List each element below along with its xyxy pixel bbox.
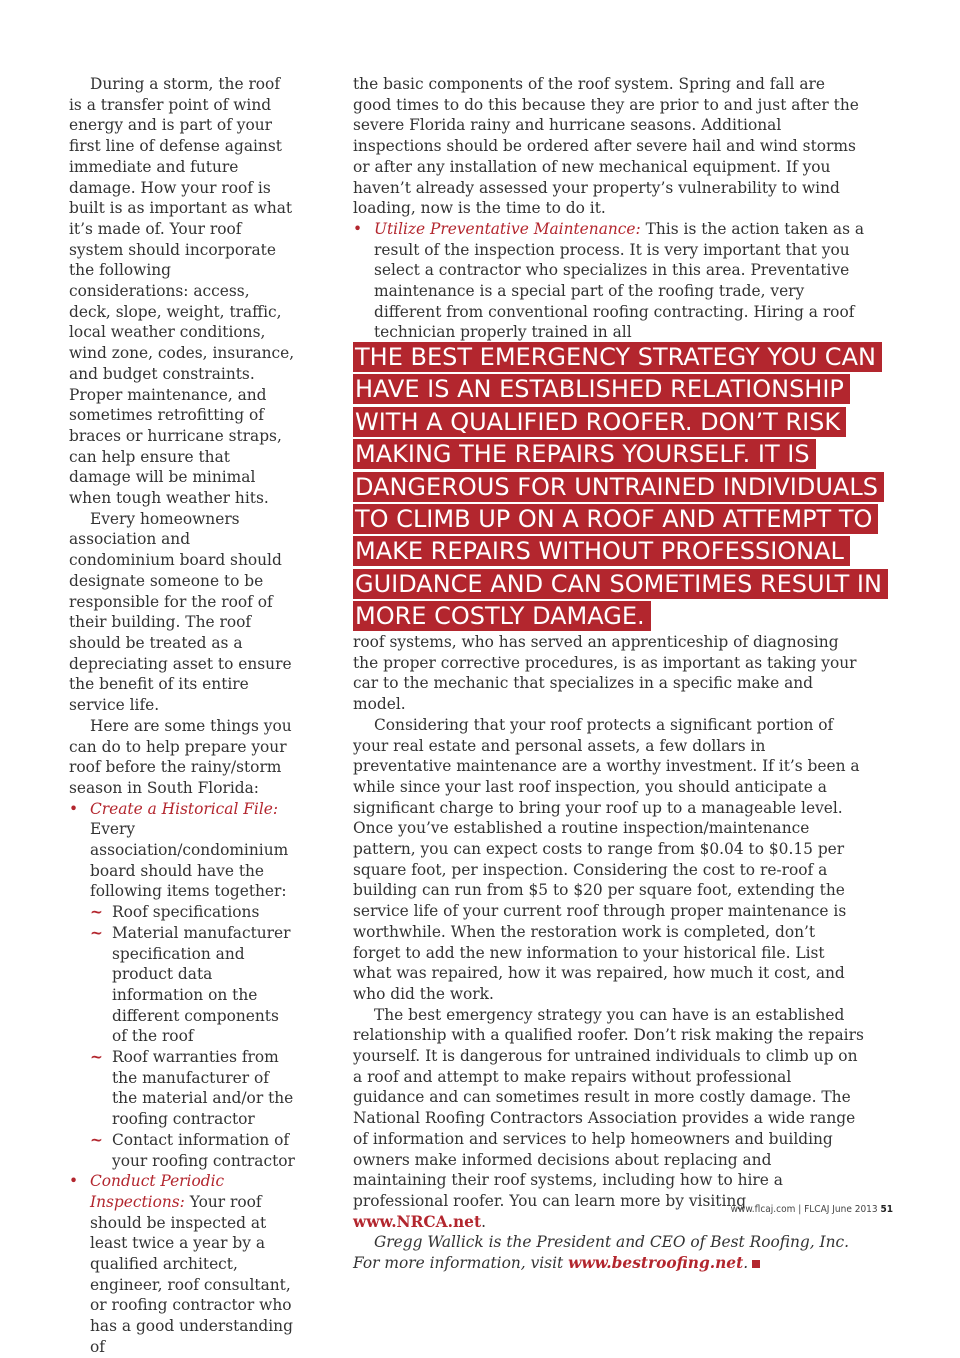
paragraph: Considering that your roof protects a significant portion of your real estate and personal assets, a few dollars in preventative maintenance are a worthy investment. If it’s been a while since your last roof inspection, you should anticipate a significant charge to bring your roof up to a manageable level. Once you’ve established a routine inspection/maintenance pattern, you can expect costs to range from $0.04 to $0.15 per square foot, per inspection. Considering the cost to re-roof a building can run from $5 to $20 per square foot, extending the service life of your current roof through proper maintenance is worthwhile. When the restoration work is completed, don’t forget to add the new information to your historical file. List what was repaired, how it was repaired, how much it cost, and who did the work. (353, 715, 860, 1003)
sub-item-text: Roof specifications (112, 903, 260, 922)
footer-magazine: FLCAJ (804, 1204, 830, 1215)
paragraph-text: The best emergency strategy you can have is an established relationship with a qualified roofer. Don’t risk making the repairs yourself. It is dangerous for untrained individuals to climb up on a roof and attempt to make repairs without professional guidance and can sometimes result in more costly damage. The National Roofing Contractors Association provides a wide range of information and services to help homeowners and building owners make informed decisions about replacing and maintaining their roof systems, including how to hire a professional roofer. You can learn more by visiting (353, 1005, 864, 1210)
sub-item (69, 902, 295, 923)
tilde-icon: ~ (90, 903, 103, 922)
author-byline (353, 1232, 865, 1273)
page-footer (600, 1204, 893, 1215)
bullet-lead: Conduct Periodic Inspections: (90, 1172, 225, 1211)
bullet-icon: • (69, 1172, 79, 1191)
sub-item-text: Contact information of your roofing contractor (112, 1130, 295, 1170)
footer-separator: | (798, 1204, 802, 1215)
footer-site[interactable]: www.flcaj.com (730, 1204, 796, 1215)
sub-item (69, 923, 295, 1047)
right-column-top (353, 74, 865, 343)
bullet-text: Every association/condominium board should have the following items together: (90, 820, 289, 901)
paragraph: roof systems, who has served an apprenticeship of diagnosing the proper corrective procedures, is as important as taking your car to the mechanic that specializes in a specific make and model. (353, 633, 857, 714)
pull-quote-text: THE BEST EMERGENCY STRATEGY YOU CAN HAVE IS AN ESTABLISHED RELATIONSHIP WITH A QUALIFIED ROOFER. DON’T RISK MAKING THE REPAIRS YOURSELF. IT IS DANGEROUS FOR UNTRAINED INDIVIDUALS TO CLIMB UP ON A ROOF AND ATTEMPT TO MAKE REPAIRS WITHOUT PROFESSIONAL GUIDANCE AND CAN SOMETIMES RESULT IN MORE COSTLY DAMAGE. (353, 342, 888, 631)
bullet-text: Your roof should be inspected at least twice a year by a qualified architect, engineer, roof consultant, or roofing contractor who has a good understanding of (90, 1192, 293, 1356)
bullet-lead: Utilize Preventative Maintenance: (374, 219, 641, 238)
paragraph: During a storm, the roof is a transfer point of wind energy and is part of your first line of defense against immediate and future damage. How your roof is built is as important as what it’s made of. Your roof system should incorporate the following considerations: access, deck, slope, weight, traffic, local weather conditions, wind zone, codes, insurance, and budget constraints. Proper maintenance, and sometimes retrofitting of braces or hurricane straps, can help ensure that damage will be minimal when tough weather hits. (69, 75, 295, 508)
bullet-lead: Create a Historical File: (90, 799, 279, 818)
tilde-icon: ~ (90, 1130, 103, 1149)
bullet-periodic-inspections (69, 1171, 295, 1357)
page-number: 51 (880, 1204, 893, 1215)
bestroofing-link[interactable]: www.bestroofing.net (568, 1254, 744, 1273)
punctuation: . (481, 1212, 486, 1231)
bullet-preventative-maintenance (353, 219, 865, 343)
bullet-historical-file (69, 799, 295, 903)
punctuation: . (743, 1254, 749, 1273)
tilde-icon: ~ (90, 923, 103, 942)
bullet-text: This is the action taken as a result of the inspection process. It is very important that you select a contractor who specializes in this area. Preventative maintenance is a special part of the roofing trade, very different from conventional roofing contracting. Hiring a roof technician properly trained in all (374, 219, 865, 342)
pull-quote (353, 341, 893, 633)
paragraph: Here are some things you can do to help prepare your roof before the rainy/storm season in South Florida: (69, 716, 292, 797)
bullet-icon: • (353, 219, 363, 238)
paragraph: Every homeowners association and condominium board should designate someone to be responsible for the roof of their building. The roof should be treated as a depreciating asset to ensure the benefit of its entire service life. (69, 509, 292, 715)
sub-item-text: Material manufacturer specification and product data information on the different components of the roof (112, 923, 291, 1046)
byline-text: Gregg Wallick is the President and CEO of Best Roofing, Inc. For more information, visit (353, 1233, 850, 1273)
right-column-bottom (353, 632, 865, 1274)
footer-date: June 2013 (832, 1204, 878, 1215)
nrca-link[interactable]: www.NRCA.net (353, 1212, 482, 1231)
sub-item-text: Roof warranties from the manufacturer of the material and/or the roofing contractor (112, 1048, 294, 1129)
left-column (69, 74, 295, 1358)
bullet-icon: • (69, 799, 79, 818)
paragraph (353, 1005, 865, 1233)
sub-item (69, 1130, 295, 1171)
end-mark-icon (752, 1260, 760, 1268)
paragraph: the basic components of the roof system. Spring and fall are good times to do this because they are prior to and just after the severe Florida rainy and hurricane seasons. Additional inspections should be ordered after severe hail and wind storms or after any installation of new mechanical equipment. If you haven’t already assessed your property’s vulnerability to wind loading, now is the time to do it. (353, 75, 859, 218)
tilde-icon: ~ (90, 1048, 103, 1067)
sub-item (69, 1047, 295, 1130)
